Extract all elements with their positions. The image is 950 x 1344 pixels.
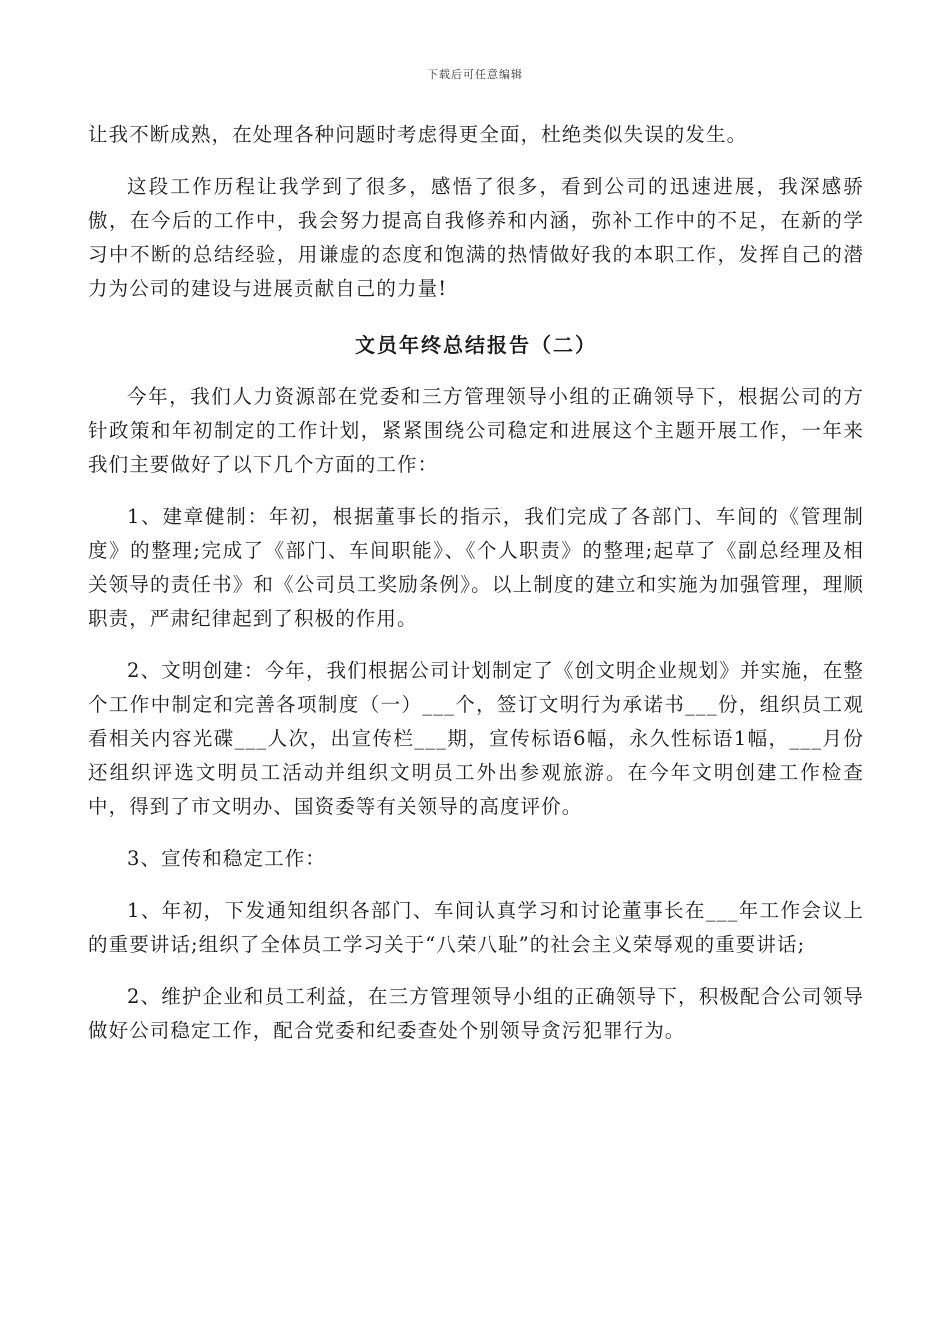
paragraph-continuation: 让我不断成熟，在处理各种问题时考虑得更全面，杜绝类似失误的发生。	[88, 123, 748, 146]
paragraph-item-2: 2、文明创建：今年，我们根据公司计划制定了《创文明企业规划》并实施，在整个工作中制定和完善各项制度（一）___个，签订文明行为承诺书___份，组织员工观看相关内容光碟___人次，出宣传栏___期，宣传标语6幅，永久性标语1幅，___月份还组织评选文明员工活动并组织文明员工外出参观旅游。在今年文明创建工作检查中，得到了市文明办、国资委等有关领导的高度评价。	[88, 659, 864, 818]
paragraph-intro: 今年，我们人力资源部在党委和三方管理领导小组的正确领导下，根据公司的方针政策和年初制定的工作计划，紧紧围绕公司稳定和进展这个主题开展工作，一年来我们主要做好了以下几个方面的工作：	[88, 385, 864, 476]
document-body	[88, 118, 864, 1048]
paragraph-item-1: 1、建章健制：年初，根据董事长的指示，我们完成了各部门、车间的《管理制度》的整理;完成了《部门、车间职能》、《个人职责》的整理;起草了《副总经理及相关领导的责任书》和《公司员工奖励条例》。以上制度的建立和实施为加强管理，理顺职责，严肃纪律起到了积极的作用。	[88, 505, 864, 630]
paragraph-item-3-heading: 3、宣传和稳定工作：	[127, 847, 326, 870]
page-header-note: 下载后可任意编辑	[427, 68, 523, 81]
paragraph-closing: 这段工作历程让我学到了很多，感悟了很多，看到公司的迅速进展，我深感骄傲，在今后的工作中，我会努力提高自我修养和内涵，弥补工作中的不足，在新的学习中不断的总结经验，用谦虚的态度和饱满的热情做好我的本职工作，发挥自己的潜力为公司的建设与进展贡献自己的力量!	[88, 175, 864, 300]
paragraph-subitem-1: 1、年初，下发通知组织各部门、车间认真学习和讨论董事长在___年工作会议上的重要讲话;组织了全体员工学习关于“八荣八耻”的社会主义荣辱观的重要讲话;	[88, 899, 864, 956]
paragraph-subitem-2: 2、维护企业和员工利益，在三方管理领导小组的正确领导下，积极配合公司领导做好公司稳定工作，配合党委和纪委查处个别领导贪污犯罪行为。	[88, 985, 864, 1042]
section-title: 文员年终总结报告（二）	[355, 333, 597, 357]
